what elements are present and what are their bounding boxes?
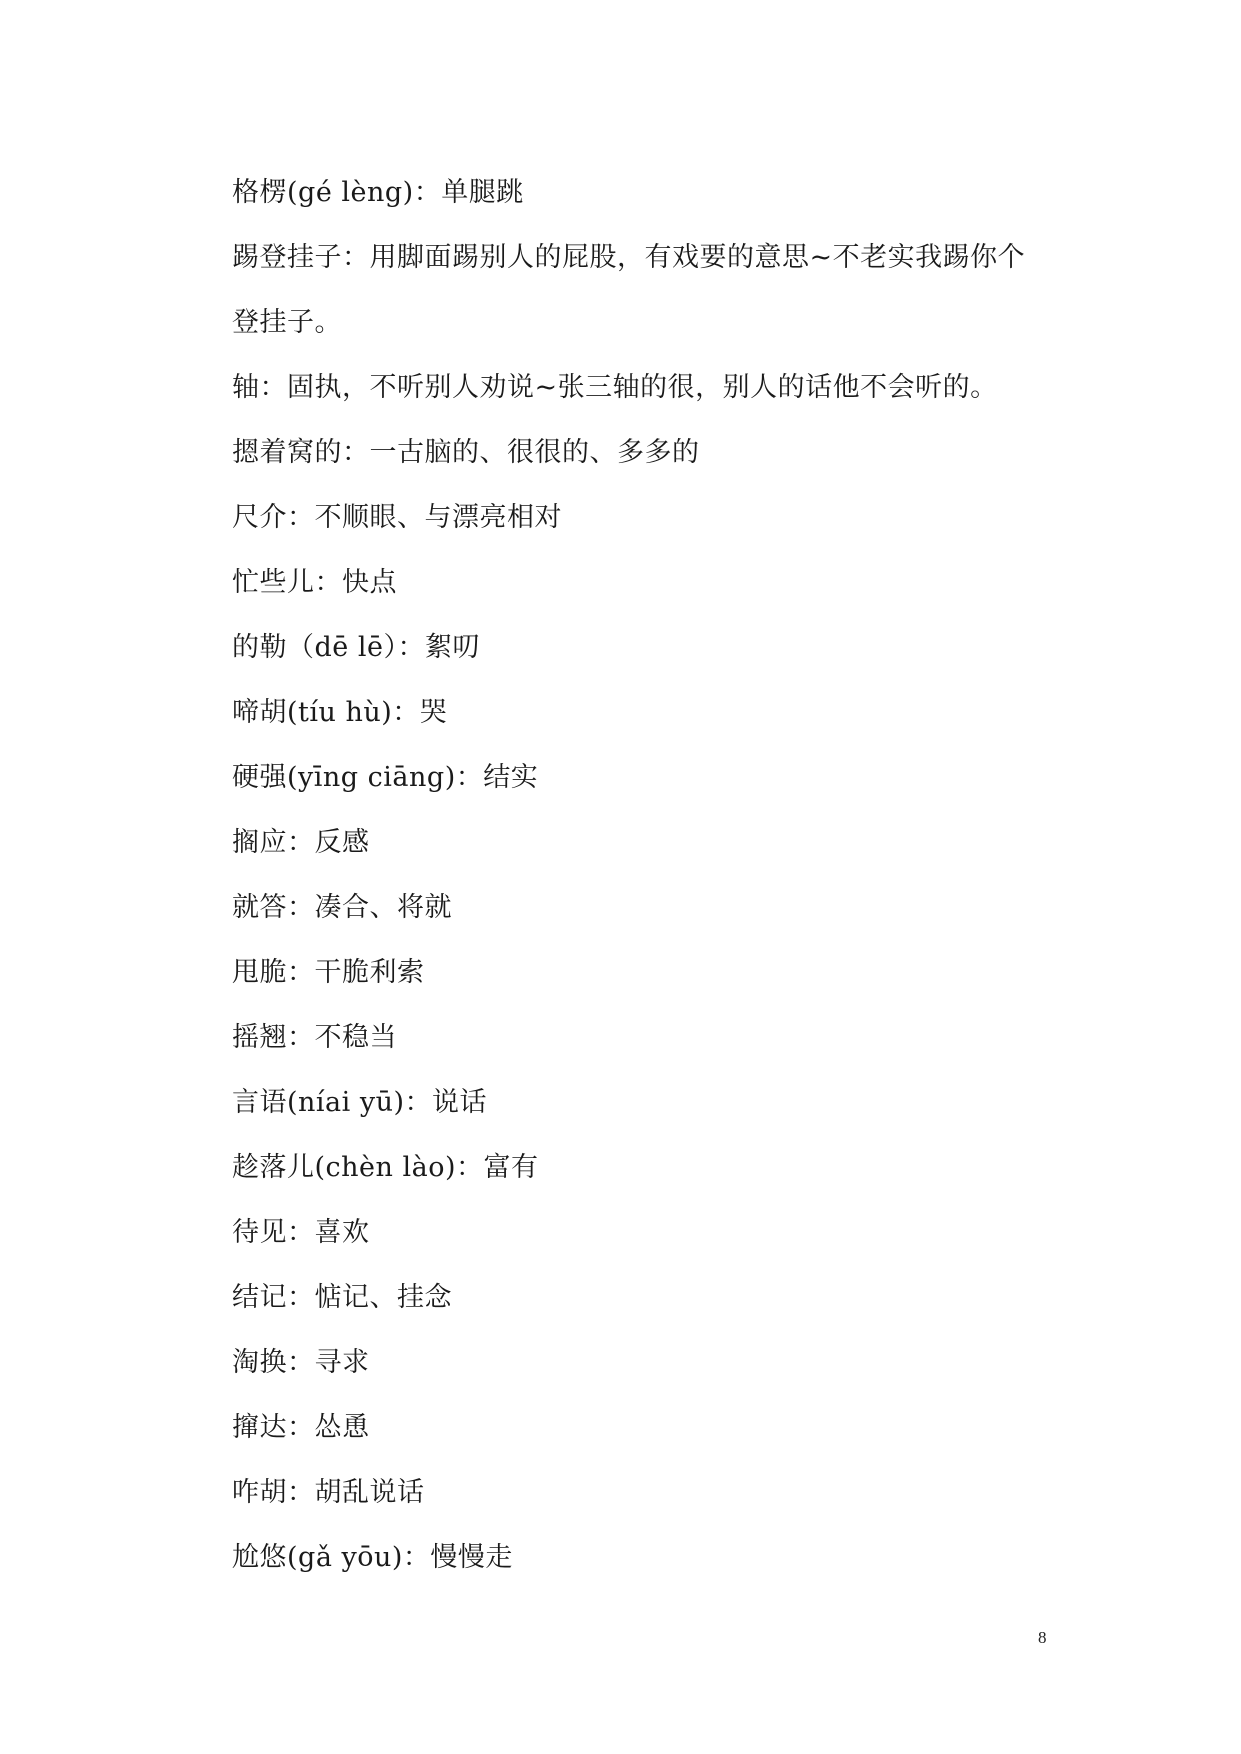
glossary-entry: 摁着窝的：一古脑的、很很的、多多的 <box>232 437 700 468</box>
glossary-entry: 摇翘：不稳当 <box>232 1022 397 1053</box>
glossary-entry: 搁应：反感 <box>232 827 370 858</box>
page-number: 8 <box>1038 1628 1047 1647</box>
glossary-entry: 轴：固执，不听别人劝说~张三轴的很，别人的话他不会听的。 <box>232 372 998 403</box>
glossary-entry: 硬强(yīng ciāng)：结实 <box>232 762 539 793</box>
glossary-entry: 就答：凑合、将就 <box>232 892 452 923</box>
glossary-entry: 淘换：寻求 <box>232 1347 370 1378</box>
glossary-entry: 啼胡(tíu hù)：哭 <box>232 697 448 728</box>
glossary-entry: 的勒（dē lē）：絮叨 <box>232 632 480 663</box>
glossary-entry: 待见：喜欢 <box>232 1217 370 1248</box>
glossary-entry: 尺介：不顺眼、与漂亮相对 <box>232 502 562 533</box>
glossary-entry: 言语(níai yū)：说话 <box>232 1087 488 1118</box>
glossary-entry: 趁落儿(chèn lào)：富有 <box>232 1152 539 1183</box>
glossary-entry: 甩脆：干脆利索 <box>232 957 425 988</box>
glossary-entry: 撺达：怂恿 <box>232 1412 370 1443</box>
glossary-entry: 咋胡：胡乱说话 <box>232 1477 425 1508</box>
glossary-entry: 结记：惦记、挂念 <box>232 1282 452 1313</box>
glossary-entry-continuation: 登挂子。 <box>232 307 342 338</box>
dialect-glossary <box>232 160 1052 1590</box>
glossary-entry: 踢登挂子：用脚面踢别人的屁股，有戏要的意思~不老实我踢你个 <box>232 242 1026 273</box>
glossary-entry: 忙些儿：快点 <box>232 567 397 598</box>
glossary-entry: 格楞(gé lèng)：单腿跳 <box>232 177 524 208</box>
glossary-entry: 尬悠(gǎ yōu)：慢慢走 <box>232 1542 513 1573</box>
